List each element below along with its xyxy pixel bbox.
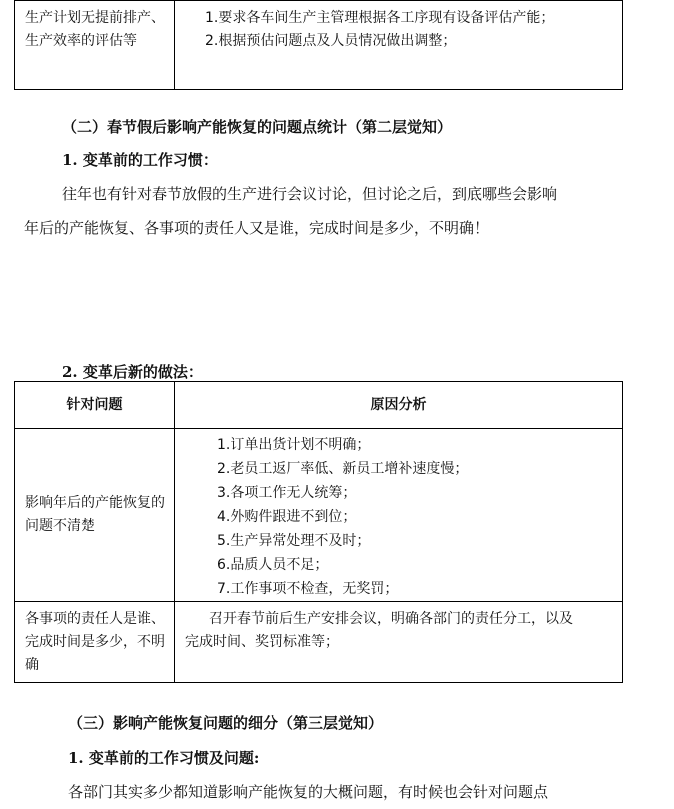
subheading: 1. 变革前的工作习惯及问题:	[68, 749, 260, 767]
measure-cell	[175, 1, 623, 90]
list-item: 3.各项工作无人统筹；	[217, 485, 357, 501]
issue-cell: 各事项的责任人是谁、完成时间是多少，不明确	[15, 602, 175, 683]
list-item: 2.老员工返厂率低、新员工增补速度慢；	[217, 461, 469, 477]
issue-cell: 影响年后的产能恢复的问题不清楚	[15, 429, 175, 602]
table-row	[15, 1, 623, 90]
issue-cell: 生产计划无提前排产、生产效率的评估等	[15, 1, 175, 90]
paragraph-line: 年后的产能恢复、各事项的责任人又是谁，完成时间是多少，不明确！	[24, 219, 490, 237]
table-header-row	[15, 382, 623, 429]
measure-item: 1.要求各车间生产主管理根据各工序现有设备评估产能；	[205, 10, 555, 26]
table-row	[15, 429, 623, 602]
capacity-plan-table	[14, 0, 623, 90]
list-item: 5.生产异常处理不及时；	[217, 533, 371, 549]
solution-line: 完成时间、奖罚标准等；	[185, 634, 339, 650]
list-item: 4.外购件跟进不到位；	[217, 509, 357, 525]
cause-list-cell	[175, 429, 623, 602]
issue-analysis-table	[14, 381, 623, 683]
column-header: 针对问题	[15, 382, 175, 429]
section-heading: （二）春节假后影响产能恢复的问题点统计（第二层觉知）	[62, 118, 453, 136]
paragraph-line: 各部门其实多少都知道影响产能恢复的大概问题，有时候也会针对问题点	[68, 783, 549, 801]
subheading: 1. 变革前的工作习惯：	[62, 151, 218, 169]
list-item: 6.品质人员不足；	[217, 557, 329, 573]
list-item: 1.订单出货计划不明确；	[217, 437, 371, 453]
solution-line: 召开春节前后生产安排会议，明确各部门的责任分工，以及	[209, 611, 573, 627]
paragraph-line: 往年也有针对春节放假的生产进行会议讨论，但讨论之后，到底哪些会影响	[62, 185, 558, 203]
section-heading: （三）影响产能恢复问题的细分（第三层觉知）	[68, 714, 384, 732]
table-row	[15, 602, 623, 683]
cause-list	[175, 429, 622, 601]
list-item: 7.工作事项不检查，无奖罚；	[217, 581, 399, 597]
column-header: 原因分析	[175, 382, 623, 429]
subheading: 2. 变革后新的做法：	[62, 363, 203, 381]
measure-item: 2.根据预估问题点及人员情况做出调整；	[205, 33, 457, 49]
solution-cell	[175, 602, 623, 683]
